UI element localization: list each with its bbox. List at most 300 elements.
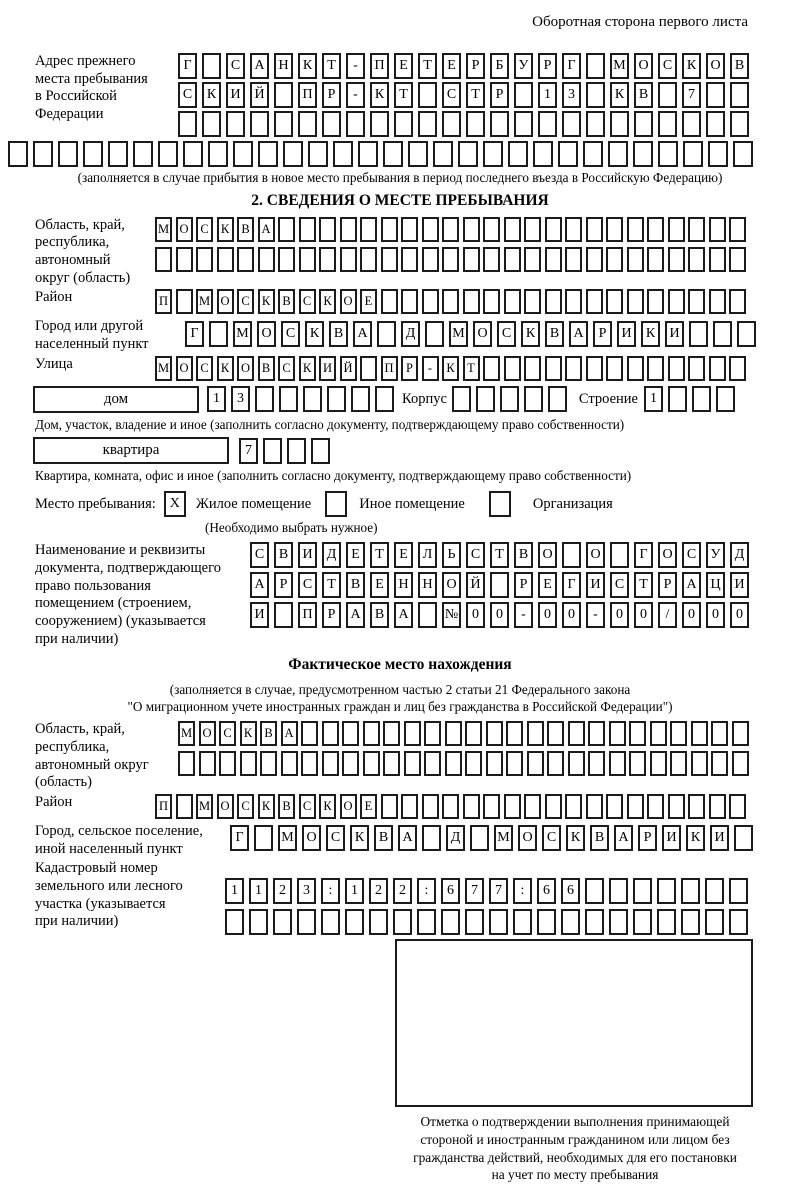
char-cell[interactable] — [683, 141, 703, 167]
char-cell[interactable] — [500, 386, 519, 412]
char-cell[interactable]: С — [466, 542, 485, 568]
char-cell[interactable] — [83, 141, 103, 167]
char-cell[interactable] — [545, 289, 562, 314]
char-cell[interactable]: Р — [514, 572, 533, 598]
char-cell[interactable]: Р — [322, 82, 341, 108]
char-cell[interactable] — [709, 794, 726, 819]
char-cell[interactable]: А — [614, 825, 633, 851]
char-cell[interactable]: О — [237, 356, 254, 381]
char-cell[interactable]: В — [260, 721, 277, 746]
char-cell[interactable]: Ц — [706, 572, 725, 598]
char-cell[interactable] — [202, 53, 221, 79]
char-cell[interactable]: Е — [360, 289, 377, 314]
char-cell[interactable]: С — [610, 572, 629, 598]
char-cell[interactable] — [716, 386, 735, 412]
char-cell[interactable]: 6 — [537, 878, 556, 904]
char-cell[interactable] — [538, 111, 557, 137]
char-cell[interactable] — [558, 141, 578, 167]
char-cell[interactable] — [586, 794, 603, 819]
char-cell[interactable]: В — [634, 82, 653, 108]
char-cell[interactable]: О — [302, 825, 321, 851]
char-cell[interactable] — [108, 141, 128, 167]
char-cell[interactable]: 1 — [249, 878, 268, 904]
char-cell[interactable]: И — [226, 82, 245, 108]
char-cell[interactable]: С — [442, 82, 461, 108]
char-cell[interactable]: А — [281, 721, 298, 746]
char-cell[interactable] — [196, 247, 213, 272]
char-cell[interactable]: 0 — [538, 602, 557, 628]
char-cell[interactable]: К — [299, 356, 316, 381]
char-cell[interactable]: Т — [394, 82, 413, 108]
char-cell[interactable] — [647, 356, 664, 381]
char-cell[interactable] — [342, 751, 359, 776]
char-cell[interactable]: И — [250, 602, 269, 628]
char-cell[interactable] — [627, 217, 644, 242]
char-cell[interactable] — [668, 794, 685, 819]
char-cell[interactable] — [319, 217, 336, 242]
char-cell[interactable]: К — [566, 825, 585, 851]
char-cell[interactable]: А — [682, 572, 701, 598]
char-cell[interactable]: М — [178, 721, 195, 746]
char-cell[interactable]: М — [233, 321, 252, 347]
char-cell[interactable]: / — [658, 602, 677, 628]
char-cell[interactable]: И — [617, 321, 636, 347]
char-cell[interactable] — [237, 247, 254, 272]
char-cell[interactable] — [729, 289, 746, 314]
char-cell[interactable]: Е — [360, 794, 377, 819]
char-cell[interactable]: В — [237, 217, 254, 242]
char-cell[interactable] — [325, 491, 347, 517]
char-cell[interactable] — [287, 438, 306, 464]
char-cell[interactable] — [490, 111, 509, 137]
char-cell[interactable] — [433, 141, 453, 167]
char-cell[interactable]: С — [542, 825, 561, 851]
char-cell[interactable] — [634, 111, 653, 137]
char-cell[interactable]: М — [196, 794, 213, 819]
char-cell[interactable] — [514, 82, 533, 108]
char-cell[interactable]: К — [319, 794, 336, 819]
char-cell[interactable]: С — [298, 572, 317, 598]
char-cell[interactable] — [506, 721, 523, 746]
char-cell[interactable]: 3 — [297, 878, 316, 904]
char-cell[interactable] — [279, 386, 298, 412]
char-cell[interactable]: О — [176, 356, 193, 381]
char-cell[interactable] — [299, 247, 316, 272]
char-cell[interactable]: 0 — [610, 602, 629, 628]
char-cell[interactable] — [533, 141, 553, 167]
char-cell[interactable]: 3 — [231, 386, 250, 412]
char-cell[interactable] — [383, 141, 403, 167]
char-cell[interactable]: Й — [340, 356, 357, 381]
char-cell[interactable]: П — [381, 356, 398, 381]
char-cell[interactable] — [445, 721, 462, 746]
char-cell[interactable]: Р — [538, 53, 557, 79]
char-cell[interactable]: И — [319, 356, 336, 381]
char-cell[interactable] — [283, 141, 303, 167]
char-cell[interactable] — [226, 111, 245, 137]
char-cell[interactable] — [670, 751, 687, 776]
char-cell[interactable] — [705, 878, 724, 904]
char-cell[interactable]: 0 — [682, 602, 701, 628]
char-cell[interactable]: С — [196, 356, 213, 381]
char-cell[interactable]: 7 — [239, 438, 258, 464]
char-cell[interactable]: П — [298, 602, 317, 628]
char-cell[interactable] — [393, 909, 412, 935]
char-cell[interactable] — [688, 247, 705, 272]
char-cell[interactable]: С — [226, 53, 245, 79]
char-cell[interactable] — [463, 247, 480, 272]
char-cell[interactable] — [360, 217, 377, 242]
char-cell[interactable] — [351, 386, 370, 412]
char-cell[interactable]: Т — [322, 53, 341, 79]
char-cell[interactable] — [545, 794, 562, 819]
char-cell[interactable] — [670, 721, 687, 746]
char-cell[interactable] — [418, 82, 437, 108]
char-cell[interactable] — [586, 289, 603, 314]
char-cell[interactable] — [422, 825, 441, 851]
char-cell[interactable] — [258, 247, 275, 272]
char-cell[interactable] — [647, 247, 664, 272]
char-cell[interactable]: В — [374, 825, 393, 851]
char-cell[interactable]: А — [250, 53, 269, 79]
char-cell[interactable] — [524, 356, 541, 381]
char-cell[interactable] — [225, 909, 244, 935]
char-cell[interactable]: К — [370, 82, 389, 108]
char-cell[interactable]: П — [298, 82, 317, 108]
char-cell[interactable] — [527, 721, 544, 746]
char-cell[interactable] — [709, 247, 726, 272]
char-cell[interactable]: О — [706, 53, 725, 79]
char-cell[interactable] — [278, 217, 295, 242]
char-cell[interactable]: А — [250, 572, 269, 598]
char-cell[interactable] — [219, 751, 236, 776]
char-cell[interactable] — [627, 356, 644, 381]
char-cell[interactable]: К — [240, 721, 257, 746]
char-cell[interactable] — [691, 721, 708, 746]
char-cell[interactable] — [445, 751, 462, 776]
char-cell[interactable]: К — [202, 82, 221, 108]
char-cell[interactable] — [422, 217, 439, 242]
char-cell[interactable] — [585, 878, 604, 904]
char-cell[interactable] — [606, 794, 623, 819]
char-cell[interactable] — [729, 909, 748, 935]
char-cell[interactable] — [463, 794, 480, 819]
char-cell[interactable] — [504, 356, 521, 381]
char-cell[interactable]: 3 — [562, 82, 581, 108]
char-cell[interactable]: С — [497, 321, 516, 347]
char-cell[interactable] — [689, 321, 708, 347]
char-cell[interactable] — [274, 111, 293, 137]
char-cell[interactable] — [562, 542, 581, 568]
char-cell[interactable] — [370, 111, 389, 137]
char-cell[interactable]: Г — [562, 53, 581, 79]
char-cell[interactable]: X — [164, 491, 186, 517]
char-cell[interactable] — [668, 356, 685, 381]
char-cell[interactable] — [381, 217, 398, 242]
char-cell[interactable]: 1 — [225, 878, 244, 904]
char-cell[interactable] — [524, 386, 543, 412]
char-cell[interactable] — [208, 141, 228, 167]
char-cell[interactable]: 7 — [465, 878, 484, 904]
char-cell[interactable] — [133, 141, 153, 167]
char-cell[interactable] — [585, 909, 604, 935]
char-cell[interactable] — [658, 82, 677, 108]
char-cell[interactable] — [422, 794, 439, 819]
char-cell[interactable] — [606, 289, 623, 314]
char-cell[interactable]: Г — [230, 825, 249, 851]
char-cell[interactable]: - — [514, 602, 533, 628]
char-cell[interactable]: 6 — [441, 878, 460, 904]
char-cell[interactable]: А — [346, 602, 365, 628]
char-cell[interactable]: 0 — [634, 602, 653, 628]
char-cell[interactable] — [486, 721, 503, 746]
char-cell[interactable]: М — [196, 289, 213, 314]
char-cell[interactable] — [609, 878, 628, 904]
char-cell[interactable] — [176, 289, 193, 314]
char-cell[interactable]: О — [217, 794, 234, 819]
char-cell[interactable]: О — [340, 794, 357, 819]
char-cell[interactable] — [729, 356, 746, 381]
char-cell[interactable] — [417, 909, 436, 935]
char-cell[interactable]: : — [417, 878, 436, 904]
char-cell[interactable] — [345, 909, 364, 935]
char-cell[interactable]: О — [538, 542, 557, 568]
char-cell[interactable] — [650, 721, 667, 746]
char-cell[interactable] — [425, 321, 444, 347]
char-cell[interactable] — [483, 794, 500, 819]
char-cell[interactable] — [260, 751, 277, 776]
char-cell[interactable] — [562, 111, 581, 137]
char-cell[interactable]: К — [319, 289, 336, 314]
char-cell[interactable] — [424, 721, 441, 746]
char-cell[interactable] — [381, 289, 398, 314]
char-cell[interactable] — [504, 217, 521, 242]
char-cell[interactable]: В — [329, 321, 348, 347]
char-cell[interactable] — [442, 247, 459, 272]
char-cell[interactable] — [658, 111, 677, 137]
char-cell[interactable] — [8, 141, 28, 167]
char-cell[interactable]: О — [586, 542, 605, 568]
char-cell[interactable]: Л — [418, 542, 437, 568]
char-cell[interactable]: Т — [466, 82, 485, 108]
char-cell[interactable] — [422, 289, 439, 314]
char-cell[interactable] — [476, 386, 495, 412]
char-cell[interactable]: У — [514, 53, 533, 79]
char-cell[interactable]: Й — [466, 572, 485, 598]
char-cell[interactable]: К — [442, 356, 459, 381]
char-cell[interactable] — [524, 217, 541, 242]
char-cell[interactable]: Р — [658, 572, 677, 598]
char-cell[interactable]: К — [217, 356, 234, 381]
char-cell[interactable] — [303, 386, 322, 412]
char-cell[interactable] — [734, 825, 753, 851]
char-cell[interactable] — [441, 909, 460, 935]
char-cell[interactable] — [274, 82, 293, 108]
char-cell[interactable] — [254, 825, 273, 851]
char-cell[interactable] — [311, 438, 330, 464]
char-cell[interactable] — [709, 217, 726, 242]
char-cell[interactable] — [729, 794, 746, 819]
char-cell[interactable] — [258, 141, 278, 167]
char-cell[interactable] — [340, 217, 357, 242]
char-cell[interactable] — [514, 111, 533, 137]
char-cell[interactable]: Д — [730, 542, 749, 568]
char-cell[interactable] — [711, 751, 728, 776]
char-cell[interactable]: Д — [401, 321, 420, 347]
char-cell[interactable]: 0 — [562, 602, 581, 628]
char-cell[interactable] — [278, 247, 295, 272]
char-cell[interactable] — [583, 141, 603, 167]
char-cell[interactable] — [647, 217, 664, 242]
char-cell[interactable]: - — [346, 53, 365, 79]
char-cell[interactable] — [298, 111, 317, 137]
char-cell[interactable]: 1 — [644, 386, 663, 412]
char-cell[interactable] — [176, 794, 193, 819]
char-cell[interactable]: Д — [322, 542, 341, 568]
char-cell[interactable]: 1 — [345, 878, 364, 904]
char-cell[interactable]: В — [274, 542, 293, 568]
char-cell[interactable] — [322, 721, 339, 746]
char-cell[interactable] — [504, 289, 521, 314]
char-cell[interactable] — [401, 247, 418, 272]
char-cell[interactable] — [155, 247, 172, 272]
char-cell[interactable] — [545, 247, 562, 272]
char-cell[interactable]: В — [346, 572, 365, 598]
char-cell[interactable]: С — [658, 53, 677, 79]
char-cell[interactable] — [706, 82, 725, 108]
char-cell[interactable] — [668, 217, 685, 242]
char-cell[interactable] — [483, 289, 500, 314]
char-cell[interactable]: В — [730, 53, 749, 79]
char-cell[interactable] — [442, 111, 461, 137]
char-cell[interactable] — [458, 141, 478, 167]
char-cell[interactable]: Е — [346, 542, 365, 568]
char-cell[interactable]: С — [237, 794, 254, 819]
char-cell[interactable]: К — [682, 53, 701, 79]
char-cell[interactable] — [561, 909, 580, 935]
char-cell[interactable]: С — [299, 794, 316, 819]
char-cell[interactable]: О — [257, 321, 276, 347]
char-cell[interactable]: И — [586, 572, 605, 598]
char-cell[interactable] — [627, 794, 644, 819]
char-cell[interactable] — [586, 217, 603, 242]
char-cell[interactable] — [358, 141, 378, 167]
char-cell[interactable]: В — [278, 794, 295, 819]
char-cell[interactable] — [706, 111, 725, 137]
char-cell[interactable] — [524, 794, 541, 819]
char-cell[interactable] — [586, 82, 605, 108]
char-cell[interactable]: Е — [394, 542, 413, 568]
char-cell[interactable] — [633, 909, 652, 935]
char-cell[interactable] — [452, 386, 471, 412]
char-cell[interactable] — [537, 909, 556, 935]
char-cell[interactable] — [360, 247, 377, 272]
char-cell[interactable] — [729, 247, 746, 272]
char-cell[interactable] — [504, 247, 521, 272]
char-cell[interactable]: С — [178, 82, 197, 108]
char-cell[interactable] — [401, 794, 418, 819]
char-cell[interactable] — [424, 751, 441, 776]
char-cell[interactable] — [465, 751, 482, 776]
char-cell[interactable] — [565, 356, 582, 381]
char-cell[interactable] — [442, 289, 459, 314]
char-cell[interactable] — [586, 111, 605, 137]
char-cell[interactable] — [506, 751, 523, 776]
checkbox-residential[interactable] — [164, 491, 186, 517]
char-cell[interactable] — [565, 289, 582, 314]
char-cell[interactable] — [609, 721, 626, 746]
char-cell[interactable]: О — [176, 217, 193, 242]
char-cell[interactable] — [658, 141, 678, 167]
char-cell[interactable] — [711, 721, 728, 746]
char-cell[interactable]: А — [394, 602, 413, 628]
char-cell[interactable] — [466, 111, 485, 137]
char-cell[interactable]: В — [370, 602, 389, 628]
char-cell[interactable] — [588, 721, 605, 746]
char-cell[interactable]: С — [219, 721, 236, 746]
char-cell[interactable] — [688, 356, 705, 381]
char-cell[interactable]: Н — [274, 53, 293, 79]
char-cell[interactable] — [281, 751, 298, 776]
char-cell[interactable] — [375, 386, 394, 412]
char-cell[interactable]: Р — [593, 321, 612, 347]
char-cell[interactable]: - — [586, 602, 605, 628]
char-cell[interactable] — [297, 909, 316, 935]
char-cell[interactable] — [565, 247, 582, 272]
char-cell[interactable]: П — [155, 794, 172, 819]
char-cell[interactable]: Б — [490, 53, 509, 79]
char-cell[interactable]: Д — [446, 825, 465, 851]
char-cell[interactable] — [322, 751, 339, 776]
char-cell[interactable] — [709, 289, 726, 314]
char-cell[interactable]: О — [658, 542, 677, 568]
char-cell[interactable] — [418, 111, 437, 137]
char-cell[interactable]: Р — [466, 53, 485, 79]
char-cell[interactable]: 0 — [466, 602, 485, 628]
char-cell[interactable] — [586, 356, 603, 381]
char-cell[interactable] — [627, 247, 644, 272]
char-cell[interactable] — [383, 721, 400, 746]
char-cell[interactable]: А — [398, 825, 417, 851]
char-cell[interactable]: С — [281, 321, 300, 347]
char-cell[interactable] — [363, 751, 380, 776]
char-cell[interactable]: 1 — [207, 386, 226, 412]
char-cell[interactable]: Ь — [442, 542, 461, 568]
char-cell[interactable]: Р — [401, 356, 418, 381]
char-cell[interactable] — [369, 909, 388, 935]
char-cell[interactable] — [545, 356, 562, 381]
char-cell[interactable] — [240, 751, 257, 776]
char-cell[interactable] — [547, 751, 564, 776]
char-cell[interactable] — [682, 111, 701, 137]
char-cell[interactable]: Т — [370, 542, 389, 568]
char-cell[interactable] — [381, 247, 398, 272]
char-cell[interactable] — [657, 878, 676, 904]
char-cell[interactable] — [691, 751, 708, 776]
checkbox-organization[interactable] — [489, 491, 511, 517]
char-cell[interactable]: В — [258, 356, 275, 381]
char-cell[interactable]: И — [298, 542, 317, 568]
char-cell[interactable]: К — [686, 825, 705, 851]
char-cell[interactable] — [463, 217, 480, 242]
char-cell[interactable] — [708, 141, 728, 167]
char-cell[interactable]: Т — [463, 356, 480, 381]
char-cell[interactable] — [273, 909, 292, 935]
char-cell[interactable] — [199, 751, 216, 776]
char-cell[interactable]: В — [278, 289, 295, 314]
char-cell[interactable] — [668, 289, 685, 314]
char-cell[interactable]: Г — [185, 321, 204, 347]
